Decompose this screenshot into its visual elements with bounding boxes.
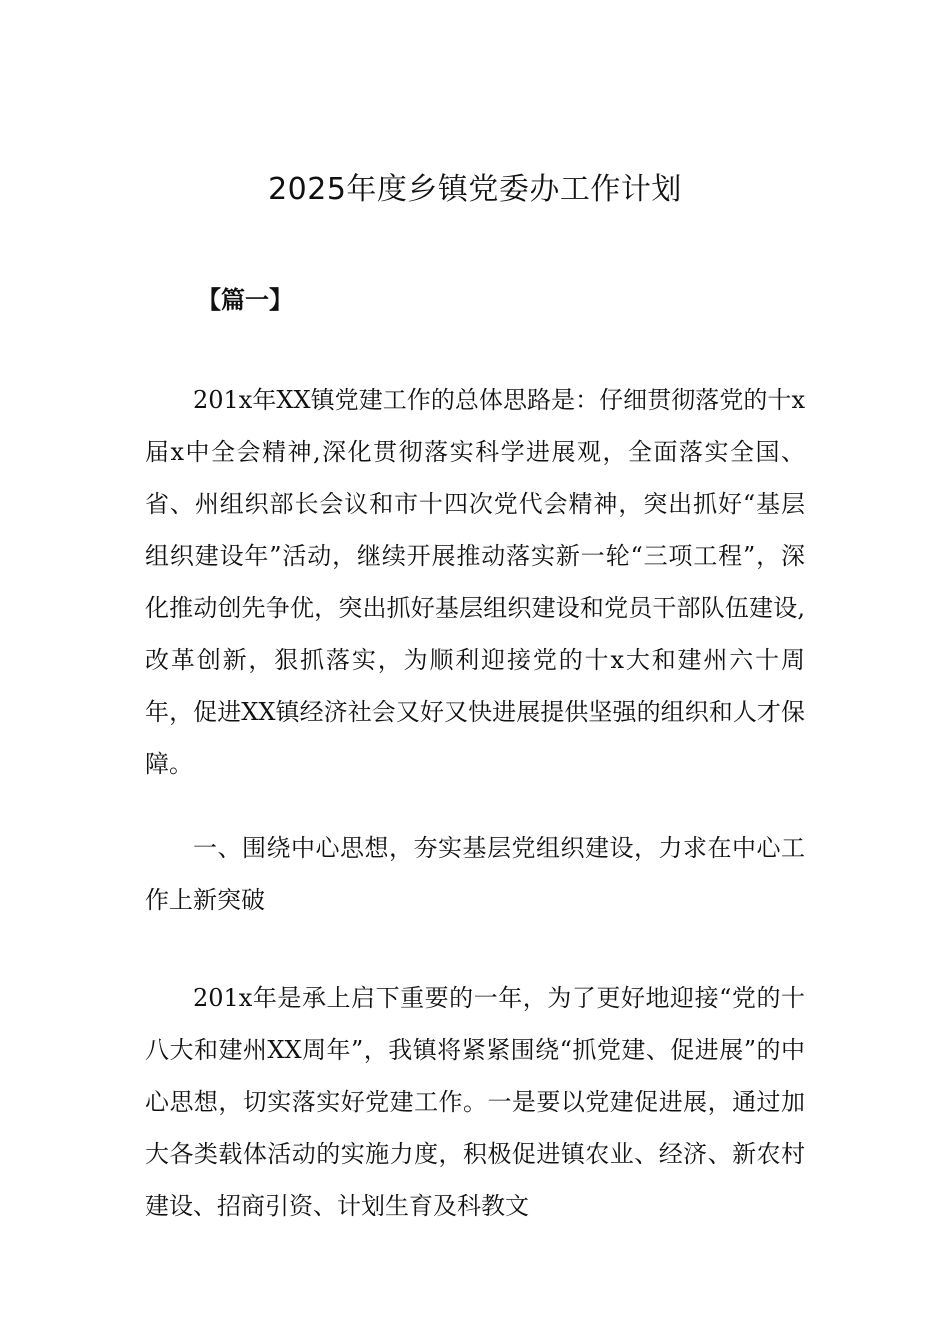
paragraph-overview: 201x年XX镇党建工作的总体思路是：仔细贯彻落党的十x届x中全会精神,深化贯彻落实科学进展观，全面落实全国、省、州组织部长会议和市十四次党代会精神，突出抓好“基层组织建设年”活动，继续开展推动落实新一轮“三项工程”，深化推动创先争优，突出抓好基层组织建设和党员干部队伍建设,改革创新，狠抓落实，为顺利迎接党的十x大和建州六十周年，促进XX镇经济社会又好又快进展提供坚强的组织和人才保障。 [145, 386, 805, 778]
document-title: 2025年度乡镇党委办工作计划 [268, 172, 682, 207]
paragraph-body: 201x年是承上启下重要的一年，为了更好地迎接“党的十八大和建州XX周年”，我镇将紧紧围绕“抓党建、促进展”的中心思想，切实落实好党建工作。一是要以党建促进展，通过加大各类载体活动的实施力度，积极促进镇农业、经济、新农村建设、招商引资、计划生育及科教文 [145, 984, 805, 1220]
paragraph-heading-one: 一、围绕中心思想，夯实基层党组织建设，力求在中心工作上新突破 [145, 834, 805, 914]
section-tag: 【篇一】 [197, 285, 293, 314]
